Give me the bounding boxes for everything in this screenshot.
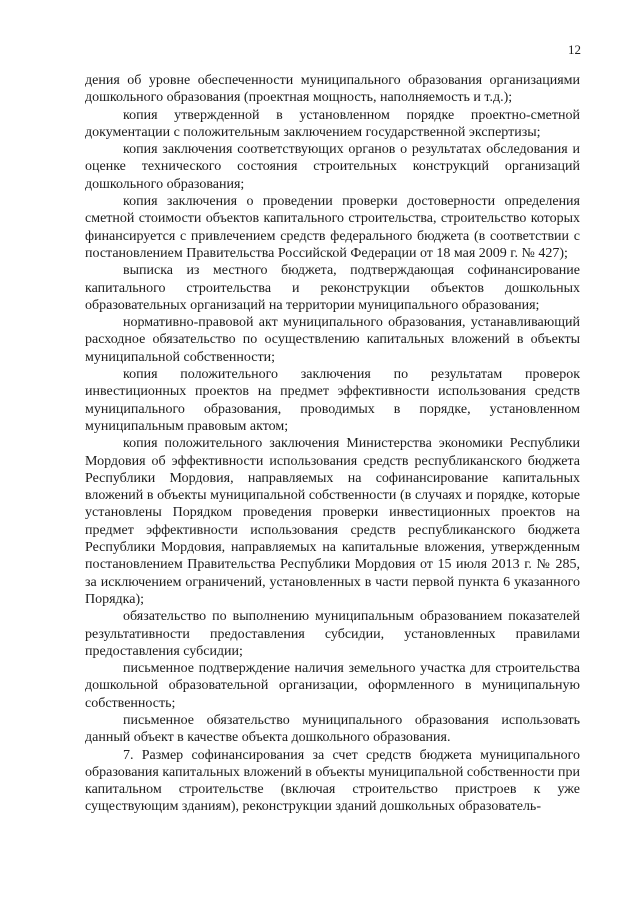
- paragraph-item-7: 7. Размер софинансирования за счет средств бюджета муниципального образования капитальных вложений в объекты муниципальной собственности при капитальном строительстве (включая строительство пристроев к уже существующим зданиям), реконструкции зданий дошкольных образователь-: [85, 747, 580, 815]
- paragraph-intro-continuation: дения об уровне обеспеченности муниципального образования организациями дошкольного образования (проектная мощность, наполняемость и т.д.);: [85, 73, 580, 106]
- paragraph-inspection-conclusion: копия заключения соответствующих органов о результатах обследования и оценке технического состояния строительных конструкций организаций дошкольного образования;: [85, 142, 580, 192]
- paragraph-design-documentation: копия утвержденной в установленном порядке проектно-сметной документации с положительным заключением государственной экспертизы;: [85, 107, 580, 140]
- paragraph-land-confirmation: письменное подтверждение наличия земельного участка для строительства дошкольной образовательной организации, оформленного в муниципальную собственность;: [85, 661, 580, 711]
- paragraph-legal-act: нормативно-правовой акт муниципального образования, устанавливающий расходное обязательство по осуществлению капитальных вложений в объекты муниципальной собственности;: [85, 315, 580, 365]
- document-body: [85, 72, 580, 816]
- paragraph-ministry-conclusion: копия положительного заключения Министерства экономики Республики Мордовия об эффективности использования средств республиканского бюджета Республики Мордовия, направляемых на софинансирование капитальных вложений в объекты муниципальной собственности (в случаях и порядке, которые установлены Порядком проведения проверки инвестиционных проектов на предмет эффективности использования средств республиканского бюджета Республики Мордовия, направляемых на капитальные вложения, утвержденным постановлением Правительства Республики Мордовия от 15 июля 2013 г. № 285, за исключением ограничений, установленных в части первой пункта 6 указанного Порядка);: [85, 436, 580, 607]
- paragraph-performance-obligation: обязательство по выполнению муниципальным образованием показателей результативности предоставления субсидии, установленных правилами предоставления субсидии;: [85, 609, 580, 659]
- page-number: 12: [568, 42, 581, 57]
- paragraph-cost-verification: копия заключения о проведении проверки достоверности определения сметной стоимости объектов капитального строительства, строительство которых финансируется с привлечением средств федерального бюджета (в соответствии с постановлением Правительства Российской Федерации от 18 мая 2009 г. № 427);: [85, 194, 580, 261]
- paragraph-investment-review: копия положительного заключения по результатам проверок инвестиционных проектов на предмет эффективности использования средств муниципального образования, проводимых в порядке, установленном муниципальным правовым актом;: [85, 367, 580, 434]
- paragraph-budget-extract: выписка из местного бюджета, подтверждающая софинансирование капитального строительства и реконструкции объектов дошкольных образовательных организаций на территории муниципального образования;: [85, 263, 580, 313]
- paragraph-usage-obligation: письменное обязательство муниципального образования использовать данный объект в качестве объекта дошкольного образования.: [85, 712, 580, 746]
